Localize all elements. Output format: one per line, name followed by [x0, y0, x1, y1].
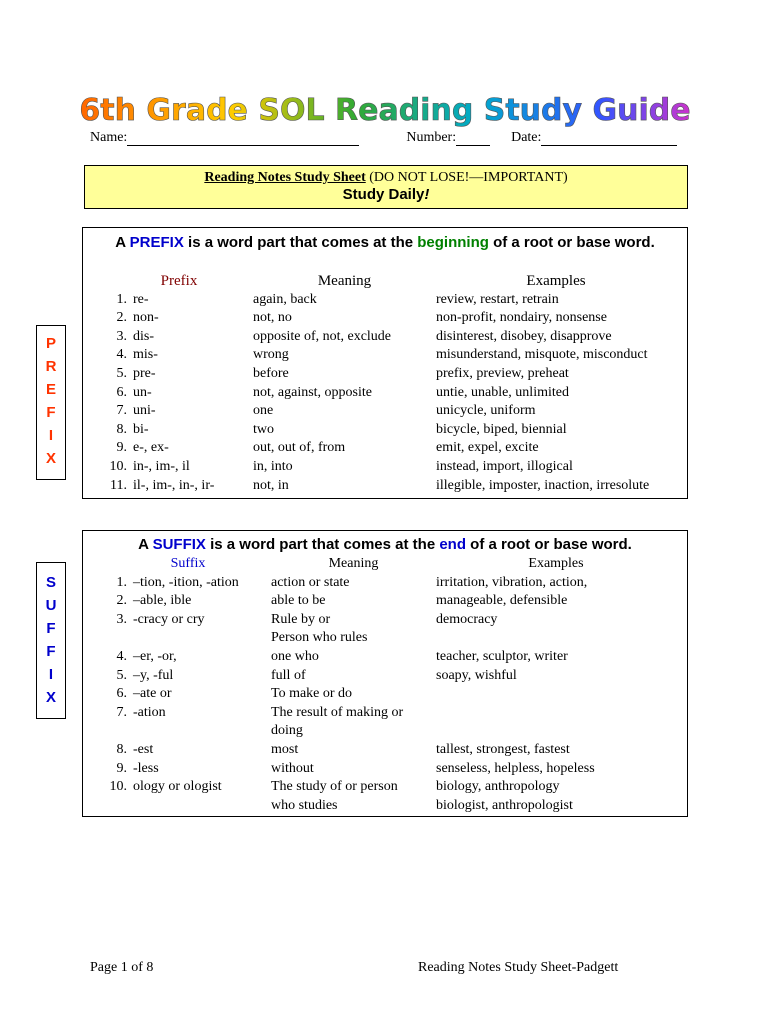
meaning-cell: one — [253, 403, 274, 419]
side-letter: R — [45, 358, 57, 375]
notice-title: Reading Notes Study Sheet — [204, 170, 366, 185]
examples-cell — [436, 685, 676, 704]
side-letter: I — [48, 427, 54, 444]
date-field[interactable] — [541, 131, 677, 146]
meaning-cell: To make or do — [271, 686, 353, 702]
row-number: 1. — [116, 574, 127, 590]
student-info-line — [90, 130, 677, 146]
table-row — [105, 346, 676, 365]
table-row — [105, 592, 676, 611]
end-keyword: end — [439, 536, 466, 553]
examples-cell: unicycle, uniform — [436, 403, 536, 419]
prefix-cell: pre- — [133, 365, 156, 381]
examples-cell: democracy — [436, 611, 498, 627]
suffix-cell: –er, -or, — [133, 648, 177, 664]
suffix-side-label — [36, 562, 66, 719]
examples-cell: manageable, defensible — [436, 593, 568, 609]
title-text: 6th Grade SOL Reading Study Guide — [79, 93, 691, 128]
row-number: 9. — [116, 760, 127, 776]
meaning-cell: wrong — [253, 347, 289, 363]
table-row — [105, 384, 676, 403]
meaning-cell: opposite of, not, exclude — [253, 328, 392, 344]
row-number: 10. — [109, 779, 127, 795]
table-row — [105, 439, 676, 458]
column-header-examples: Examples — [526, 273, 586, 289]
examples-cell: non-profit, nondairy, nonsense — [436, 310, 607, 326]
meaning-cell: out, out of, from — [253, 440, 346, 456]
meaning-cell: full of — [271, 667, 306, 683]
row-number: 7. — [116, 704, 127, 720]
meaning-cell: again, back — [253, 291, 317, 307]
examples-cell: review, restart, retrain — [436, 291, 559, 307]
study-notice — [84, 165, 688, 209]
beginning-keyword: beginning — [417, 234, 489, 251]
column-header-meaning: Meaning — [328, 556, 379, 571]
row-number: 2. — [116, 310, 127, 326]
document-footer: Reading Notes Study Sheet-Padgett — [418, 960, 619, 975]
suffix-cell: –y, -ful — [133, 667, 174, 683]
column-header-prefix: Prefix — [160, 273, 198, 289]
table-row — [105, 477, 676, 496]
table-row — [105, 685, 676, 704]
meaning-cell: who studies — [271, 797, 338, 813]
row-number: 4. — [116, 347, 127, 363]
table-row — [105, 648, 676, 667]
table-row — [105, 365, 676, 384]
suffix-heading-pre: A — [138, 536, 153, 553]
side-letter: F — [46, 643, 56, 660]
number-field[interactable] — [456, 131, 490, 146]
row-number: 11. — [110, 477, 127, 493]
meaning-cell: before — [253, 365, 289, 381]
examples-cell — [436, 722, 676, 741]
examples-cell: emit, expel, excite — [436, 440, 539, 456]
prefix-side-label — [36, 325, 66, 480]
table-row — [105, 667, 676, 686]
row-number: 6. — [116, 686, 127, 702]
column-header-suffix: Suffix — [170, 556, 206, 571]
row-number: 7. — [116, 403, 127, 419]
prefix-section — [82, 227, 688, 499]
row-number: 3. — [116, 328, 127, 344]
number-label: Number: — [406, 130, 457, 145]
prefix-heading-mid: is a word part that comes at the — [183, 234, 418, 251]
examples-cell — [436, 629, 676, 648]
meaning-cell: The study of or person — [271, 779, 398, 795]
examples-cell: bicycle, biped, biennial — [436, 421, 567, 437]
meaning-cell: not, no — [253, 310, 292, 326]
side-letter: I — [48, 666, 54, 683]
suffix-section — [82, 530, 688, 817]
meaning-cell: action or state — [271, 574, 350, 590]
prefix-cell: non- — [133, 310, 159, 326]
suffix-cell: -cracy or cry — [133, 611, 205, 627]
prefix-keyword: PREFIX — [129, 234, 184, 251]
prefix-table — [105, 272, 676, 495]
row-number: 4. — [116, 648, 127, 664]
suffix-cell: -est — [133, 741, 154, 757]
row-number: 6. — [116, 384, 127, 400]
row-number: 10. — [109, 458, 127, 474]
examples-cell: untie, unable, unlimited — [436, 384, 569, 400]
prefix-cell: bi- — [133, 421, 149, 437]
meaning-cell: not, against, opposite — [253, 384, 372, 400]
meaning-cell: one who — [271, 648, 319, 664]
meaning-cell: in, into — [253, 458, 293, 474]
examples-cell: instead, import, illogical — [436, 458, 573, 474]
prefix-cell: re- — [133, 291, 149, 307]
side-letter: E — [45, 381, 56, 398]
prefix-cell: mis- — [133, 347, 158, 363]
meaning-cell: able to be — [271, 593, 326, 609]
prefix-cell: il-, im-, in-, ir- — [133, 477, 215, 493]
examples-cell: senseless, helpless, hopeless — [436, 760, 595, 776]
name-field[interactable] — [127, 131, 359, 146]
side-letter: F — [46, 620, 56, 637]
examples-cell: misunderstand, misquote, misconduct — [436, 347, 648, 363]
table-row — [105, 421, 676, 440]
suffix-keyword: SUFFIX — [152, 536, 206, 553]
table-row — [105, 629, 676, 648]
examples-cell: soapy, wishful — [436, 667, 517, 683]
name-label: Name: — [90, 130, 128, 145]
suffix-heading — [83, 531, 687, 554]
suffix-heading-post: of a root or base word. — [466, 536, 632, 553]
prefix-heading-pre: A — [115, 234, 130, 251]
examples-cell: prefix, preview, preheat — [436, 365, 569, 381]
side-letter: X — [45, 689, 56, 706]
table-row — [105, 704, 676, 723]
examples-cell: disinterest, disobey, disapprove — [436, 328, 612, 344]
prefix-cell: un- — [133, 384, 152, 400]
prefix-cell: uni- — [133, 403, 156, 419]
side-letter: S — [45, 574, 56, 591]
meaning-cell: The result of making or — [271, 704, 404, 720]
side-letter: U — [45, 597, 57, 614]
suffix-cell: -less — [133, 760, 159, 776]
examples-cell — [436, 704, 676, 723]
examples-cell: illegible, imposter, inaction, irresolute — [436, 477, 650, 493]
table-row — [105, 741, 676, 760]
prefix-heading-post: of a root or base word. — [488, 234, 655, 251]
notice-subtitle: (DO NOT LOSE!—IMPORTANT) — [365, 170, 568, 185]
examples-cell: teacher, sculptor, writer — [436, 648, 568, 664]
meaning-cell: two — [253, 421, 274, 437]
study-daily-text: Study Daily — [342, 186, 425, 203]
prefix-cell: e-, ex- — [133, 440, 169, 456]
side-letter: F — [46, 404, 56, 421]
table-row — [105, 778, 676, 797]
side-letter: P — [45, 335, 56, 352]
table-row — [105, 760, 676, 779]
meaning-cell: most — [271, 741, 299, 757]
row-number: 8. — [116, 741, 127, 757]
prefix-heading — [83, 228, 687, 252]
date-label: Date: — [511, 130, 542, 145]
table-row — [105, 797, 676, 816]
meaning-cell: without — [271, 760, 314, 776]
title-wordart — [79, 84, 691, 132]
suffix-heading-mid: is a word part that comes at the — [205, 536, 440, 553]
prefix-cell: in-, im-, il — [133, 458, 190, 474]
suffix-cell: –able, ible — [133, 593, 192, 609]
examples-cell: biologist, anthropologist — [436, 797, 573, 813]
row-number: 1. — [116, 291, 127, 307]
prefix-cell: dis- — [133, 328, 154, 344]
table-row — [105, 291, 676, 310]
row-number: 5. — [116, 365, 127, 381]
meaning-cell: Rule by or — [271, 611, 331, 627]
page-number: Page 1 of 8 — [90, 960, 154, 975]
column-header-examples: Examples — [528, 556, 584, 571]
side-letter: X — [45, 450, 56, 467]
meaning-cell: not, in — [253, 477, 289, 493]
meaning-cell: doing — [271, 723, 303, 739]
suffix-table — [105, 555, 676, 815]
suffix-cell: –ate or — [133, 686, 172, 702]
meaning-cell: Person who rules — [271, 630, 368, 646]
table-row — [105, 574, 676, 593]
table-row — [105, 309, 676, 328]
examples-cell: tallest, strongest, fastest — [436, 741, 570, 757]
suffix-cell: -ation — [133, 704, 166, 720]
table-row — [105, 402, 676, 421]
examples-cell: irritation, vibration, action, — [436, 574, 588, 590]
study-daily-mark: ! — [424, 186, 430, 203]
row-number: 8. — [116, 421, 127, 437]
suffix-cell: ology or ologist — [133, 779, 222, 795]
table-row — [105, 722, 676, 741]
row-number: 2. — [116, 593, 127, 609]
column-header-meaning: Meaning — [317, 273, 372, 289]
suffix-cell: –tion, -ition, -ation — [133, 574, 239, 590]
table-row — [105, 458, 676, 477]
table-row — [105, 611, 676, 630]
row-number: 5. — [116, 667, 127, 683]
examples-cell: biology, anthropology — [436, 779, 560, 795]
table-row — [105, 328, 676, 347]
row-number: 9. — [116, 440, 127, 456]
row-number: 3. — [116, 611, 127, 627]
